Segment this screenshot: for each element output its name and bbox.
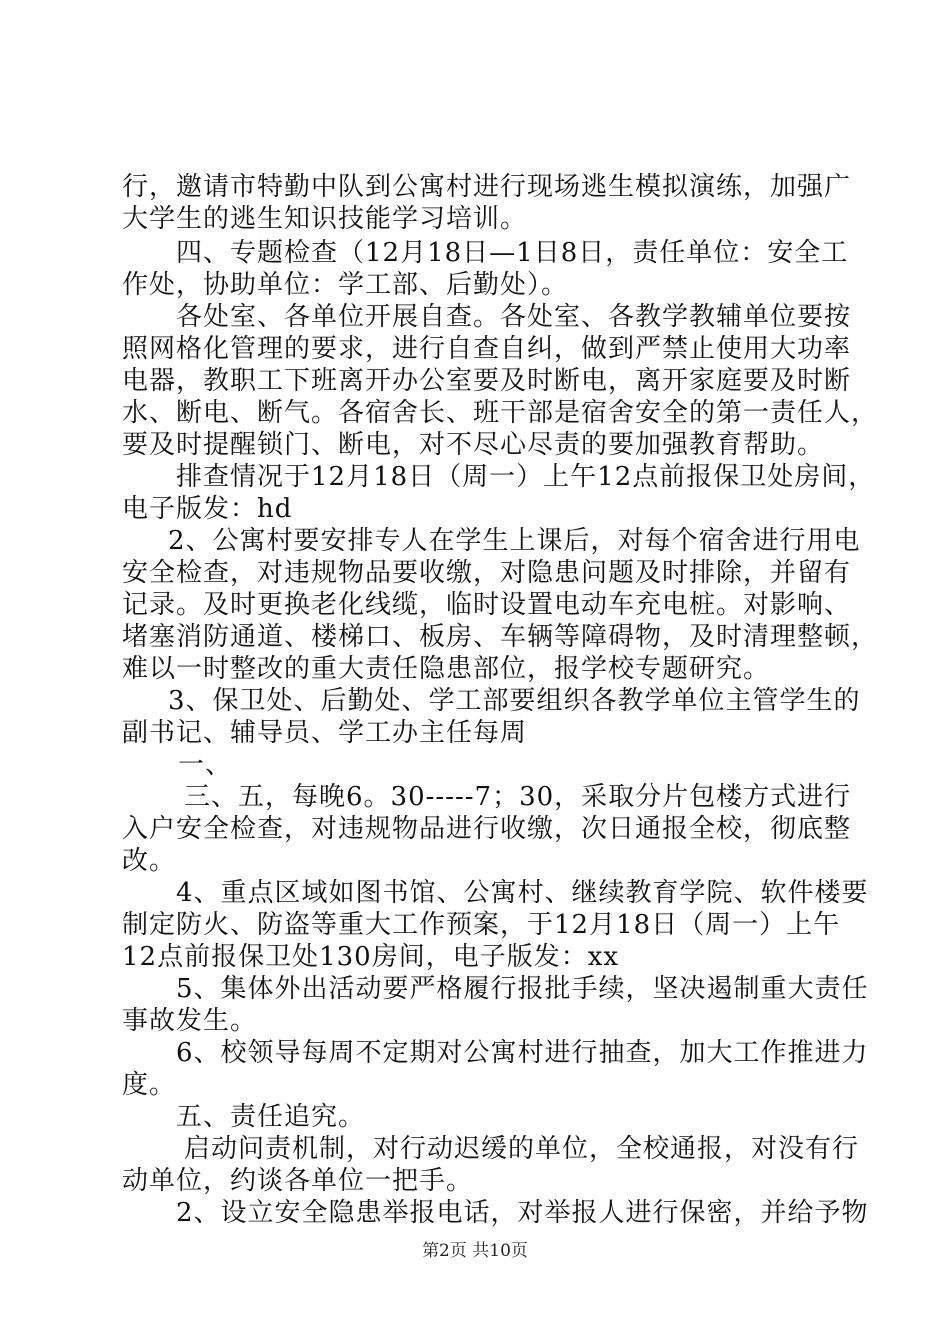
section-heading: 五、责任追究。: [176, 1102, 366, 1132]
text-line: 作处，协助单位：学工部、后勤处）。: [122, 270, 569, 300]
text-line: 堵塞消防通道、楼梯口、板房、车辆等障碍物，及时清理整顿，: [122, 622, 879, 652]
text-line: 启动问责机制，对行动迟缓的单位，全校通报，对没有行: [184, 1134, 860, 1164]
text-line: 照网格化管理的要求，进行自查自纠，做到严禁止使用大功率: [122, 334, 852, 364]
text-line: 2、设立安全隐患举报电话，对举报人进行保密，并给予物: [176, 1198, 869, 1228]
text-line: 度。: [122, 1070, 177, 1100]
text-line: 事故发生。: [122, 1006, 258, 1036]
text-line: 副书记、辅导员、学工办主任每周: [122, 718, 528, 748]
text-line: 水、断电、断气。各宿舍长、班干部是宿舍安全的第一责任人，: [122, 398, 879, 428]
text-line: 改。: [122, 846, 177, 876]
text-line: 排查情况于12月18日（周一）上午12点前报保卫处房间，: [176, 462, 876, 492]
text-line: 电子版发：hd: [122, 494, 293, 524]
text-line: 三、五，每晚6。30-----7；30，采取分片包楼方式进行: [184, 782, 852, 812]
text-line: 大学生的逃生知识技能学习培训。: [122, 204, 528, 234]
text-line: 12点前报保卫处130房间，电子版发：xx: [122, 942, 620, 972]
text-line: 记录。及时更换老化线缆，临时设置电动车充电桩。对影响、: [122, 590, 852, 620]
text-line: 2、公寓村要安排专人在学生上课后，对每个宿舍进行用电: [168, 526, 861, 556]
text-line: 各处室、各单位开展自查。各处室、各教学教辅单位要按: [176, 302, 852, 332]
page-number-footer: 第2页 共10页: [422, 1241, 528, 1261]
text-line: 入户安全检查，对违规物品进行收缴，次日通报全校，彻底整: [122, 814, 852, 844]
text-line: 4、重点区域如图书馆、公寓村、继续教育学院、软件楼要: [176, 878, 869, 908]
text-line: 安全检查，对违规物品要收缴，对隐患问题及时排除，并留有: [122, 558, 852, 588]
text-line: 行，邀请市特勤中队到公寓村进行现场逃生模拟演练，加强广: [122, 172, 852, 202]
text-line: 5、集体外出活动要严格履行报批手续，坚决遏制重大责任: [176, 974, 869, 1004]
text-line: 6、校领导每周不定期对公寓村进行抽查，加大工作推进力: [176, 1038, 869, 1068]
text-line: 电器，教职工下班离开办公室要及时断电，离开家庭要及时断: [122, 366, 852, 396]
text-line: 一、: [178, 750, 233, 780]
text-line: 3、保卫处、后勤处、学工部要组织各教学单位主管学生的: [168, 686, 861, 716]
text-line: 制定防火、防盗等重大工作预案，于12月18日（周一）上午: [122, 910, 841, 940]
text-line: 动单位，约谈各单位一把手。: [122, 1166, 474, 1196]
text-line: 难以一时整改的重大责任隐患部位，报学校专题研究。: [122, 654, 771, 684]
text-line: 四、专题检查（12月18日—1日8日，责任单位：安全工: [176, 238, 849, 268]
text-line: 要及时提醒锁门、断电，对不尽心尽责的要加强教育帮助。: [122, 430, 825, 460]
